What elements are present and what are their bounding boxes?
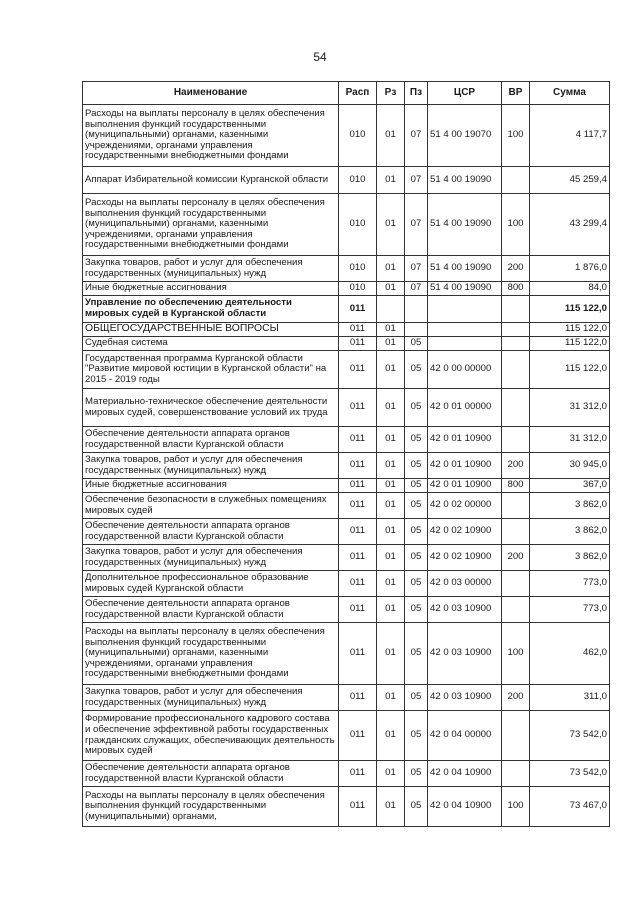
cell-sum: 115 122,0	[530, 323, 610, 337]
table-row	[83, 296, 610, 323]
cell-csr: 42 0 04 10900	[428, 761, 502, 787]
table-header-row	[83, 82, 610, 105]
cell-sum: 115 122,0	[530, 351, 610, 389]
cell-rz: 01	[377, 623, 405, 685]
cell-vr: 200	[502, 256, 530, 282]
cell-name: ОБЩЕГОСУДАРСТВЕННЫЕ ВОПРОСЫ	[83, 323, 339, 337]
cell-sum: 84,0	[530, 282, 610, 296]
cell-csr: 42 0 04 10900	[428, 787, 502, 827]
table-row	[83, 194, 610, 256]
cell-rz: 01	[377, 479, 405, 493]
cell-pz: 07	[405, 282, 428, 296]
header-rasp: Расп	[339, 82, 377, 105]
cell-vr: 800	[502, 282, 530, 296]
cell-pz: 05	[405, 545, 428, 571]
budget-table	[82, 81, 610, 827]
cell-vr: 200	[502, 545, 530, 571]
cell-name: Иные бюджетные ассигнования	[83, 282, 339, 296]
cell-csr: 42 0 01 00000	[428, 389, 502, 427]
cell-name: Государственная программа Курганской области "Развитие мировой юстиции в Курганской области" на 2015 - 2019 годы	[83, 351, 339, 389]
table-row	[83, 545, 610, 571]
cell-sum: 367,0	[530, 479, 610, 493]
cell-vr	[502, 571, 530, 597]
cell-csr: 51 4 00 19090	[428, 282, 502, 296]
cell-sum: 3 862,0	[530, 545, 610, 571]
cell-pz: 05	[405, 453, 428, 479]
header-rz: Рз	[377, 82, 405, 105]
cell-name: Материально-техническое обеспечение деятельности мировых судей, совершенствование условий их труда	[83, 389, 339, 427]
table-row	[83, 282, 610, 296]
cell-rasp: 011	[339, 351, 377, 389]
cell-name: Дополнительное профессиональное образование мировых судей Курганской области	[83, 571, 339, 597]
cell-pz: 07	[405, 194, 428, 256]
cell-sum: 31 312,0	[530, 389, 610, 427]
cell-rasp: 011	[339, 493, 377, 519]
cell-vr	[502, 167, 530, 194]
cell-vr	[502, 337, 530, 351]
cell-rasp: 011	[339, 787, 377, 827]
table-row	[83, 167, 610, 194]
cell-vr: 100	[502, 105, 530, 167]
cell-pz: 05	[405, 389, 428, 427]
cell-name: Расходы на выплаты персоналу в целях обеспечения выполнения функций государственными (муниципальными) органами,	[83, 787, 339, 827]
cell-csr: 42 0 03 10900	[428, 623, 502, 685]
cell-csr: 42 0 02 00000	[428, 493, 502, 519]
table-row	[83, 571, 610, 597]
cell-sum: 30 945,0	[530, 453, 610, 479]
cell-csr: 51 4 00 19090	[428, 194, 502, 256]
cell-name: Управление по обеспечению деятельности мировых судей в Курганской области	[83, 296, 339, 323]
cell-rz: 01	[377, 519, 405, 545]
header-csr: ЦСР	[428, 82, 502, 105]
cell-csr: 51 4 00 19070	[428, 105, 502, 167]
header-sum: Сумма	[530, 82, 610, 105]
cell-pz: 05	[405, 351, 428, 389]
cell-pz: 05	[405, 761, 428, 787]
cell-rz: 01	[377, 427, 405, 453]
cell-csr: 42 0 00 00000	[428, 351, 502, 389]
cell-name: Обеспечение деятельности аппарата органов государственной власти Курганской области	[83, 597, 339, 623]
cell-csr: 42 0 02 10900	[428, 519, 502, 545]
cell-name: Закупка товаров, работ и услуг для обеспечения государственных (муниципальных) нужд	[83, 545, 339, 571]
cell-sum: 73 467,0	[530, 787, 610, 827]
table-row	[83, 761, 610, 787]
cell-rz: 01	[377, 685, 405, 711]
cell-name: Аппарат Избирательной комиссии Курганской области	[83, 167, 339, 194]
cell-vr	[502, 761, 530, 787]
table-row	[83, 623, 610, 685]
cell-vr: 100	[502, 194, 530, 256]
cell-name: Закупка товаров, работ и услуг для обеспечения государственных (муниципальных) нужд	[83, 685, 339, 711]
cell-rz: 01	[377, 571, 405, 597]
cell-name: Обеспечение деятельности аппарата органов государственной власти Курганской области	[83, 761, 339, 787]
table-row	[83, 597, 610, 623]
cell-rasp: 011	[339, 597, 377, 623]
table-row	[83, 685, 610, 711]
cell-rasp: 010	[339, 105, 377, 167]
table-row	[83, 711, 610, 761]
cell-rz: 01	[377, 323, 405, 337]
cell-rasp: 011	[339, 519, 377, 545]
cell-rasp: 011	[339, 323, 377, 337]
cell-sum: 31 312,0	[530, 427, 610, 453]
cell-pz: 05	[405, 597, 428, 623]
cell-name: Судебная система	[83, 337, 339, 351]
cell-sum: 115 122,0	[530, 296, 610, 323]
cell-rz: 01	[377, 194, 405, 256]
header-vr: ВР	[502, 82, 530, 105]
cell-sum: 311,0	[530, 685, 610, 711]
cell-csr: 51 4 00 19090	[428, 256, 502, 282]
cell-sum: 773,0	[530, 597, 610, 623]
cell-rz: 01	[377, 105, 405, 167]
cell-rasp: 010	[339, 167, 377, 194]
cell-rz	[377, 296, 405, 323]
cell-vr: 200	[502, 453, 530, 479]
cell-pz: 05	[405, 479, 428, 493]
cell-vr	[502, 351, 530, 389]
cell-csr: 42 0 01 10900	[428, 479, 502, 493]
table-row	[83, 351, 610, 389]
cell-sum: 73 542,0	[530, 761, 610, 787]
cell-pz	[405, 323, 428, 337]
table-row	[83, 323, 610, 337]
cell-name: Формирование профессионального кадрового состава и обеспечение эффективной работы государственных гражданских служащих, обеспечивающих деятельность мировых судей	[83, 711, 339, 761]
cell-rz: 01	[377, 256, 405, 282]
cell-rz: 01	[377, 711, 405, 761]
cell-csr	[428, 323, 502, 337]
cell-vr	[502, 597, 530, 623]
cell-vr	[502, 389, 530, 427]
cell-rz: 01	[377, 493, 405, 519]
cell-rz: 01	[377, 787, 405, 827]
cell-rasp: 011	[339, 296, 377, 323]
cell-csr: 42 0 01 10900	[428, 453, 502, 479]
cell-pz	[405, 296, 428, 323]
cell-csr: 42 0 02 10900	[428, 545, 502, 571]
cell-rasp: 011	[339, 389, 377, 427]
cell-vr: 800	[502, 479, 530, 493]
cell-sum: 3 862,0	[530, 519, 610, 545]
table-row	[83, 787, 610, 827]
cell-csr	[428, 296, 502, 323]
cell-csr	[428, 337, 502, 351]
cell-sum: 3 862,0	[530, 493, 610, 519]
cell-vr	[502, 296, 530, 323]
cell-csr: 42 0 04 00000	[428, 711, 502, 761]
table-row	[83, 479, 610, 493]
cell-rasp: 010	[339, 282, 377, 296]
cell-rz: 01	[377, 545, 405, 571]
cell-vr	[502, 427, 530, 453]
cell-rasp: 011	[339, 571, 377, 597]
cell-name: Расходы на выплаты персоналу в целях обеспечения выполнения функций государственными (муниципальными) органами, казенными учреждениями, органами управления государственными внебюджетными фондами	[83, 194, 339, 256]
cell-csr: 51 4 00 19090	[428, 167, 502, 194]
table-row	[83, 427, 610, 453]
table-row	[83, 453, 610, 479]
cell-rasp: 011	[339, 711, 377, 761]
cell-rasp: 011	[339, 479, 377, 493]
cell-pz: 05	[405, 519, 428, 545]
cell-rasp: 011	[339, 545, 377, 571]
cell-rz: 01	[377, 761, 405, 787]
cell-pz: 05	[405, 493, 428, 519]
cell-name: Закупка товаров, работ и услуг для обеспечения государственных (муниципальных) нужд	[83, 256, 339, 282]
header-name: Наименование	[83, 82, 339, 105]
cell-sum: 462,0	[530, 623, 610, 685]
cell-pz: 07	[405, 105, 428, 167]
cell-pz: 05	[405, 685, 428, 711]
cell-rz: 01	[377, 167, 405, 194]
cell-rz: 01	[377, 597, 405, 623]
cell-pz: 05	[405, 427, 428, 453]
cell-pz: 05	[405, 623, 428, 685]
cell-sum: 773,0	[530, 571, 610, 597]
table-row	[83, 256, 610, 282]
cell-rasp: 011	[339, 685, 377, 711]
cell-pz: 07	[405, 256, 428, 282]
cell-vr: 100	[502, 787, 530, 827]
cell-sum: 43 299,4	[530, 194, 610, 256]
cell-csr: 42 0 03 10900	[428, 685, 502, 711]
cell-vr	[502, 519, 530, 545]
cell-rz: 01	[377, 337, 405, 351]
cell-rz: 01	[377, 389, 405, 427]
cell-name: Расходы на выплаты персоналу в целях обеспечения выполнения функций государственными (муниципальными) органами, казенными учреждениями, органами управления государственными внебюджетными фондами	[83, 105, 339, 167]
cell-pz: 05	[405, 337, 428, 351]
cell-pz: 05	[405, 571, 428, 597]
cell-vr	[502, 711, 530, 761]
table-row	[83, 493, 610, 519]
cell-sum: 45 259,4	[530, 167, 610, 194]
cell-name: Обеспечение деятельности аппарата органов государственной власти Курганской области	[83, 519, 339, 545]
cell-rz: 01	[377, 351, 405, 389]
header-pz: Пз	[405, 82, 428, 105]
table-row	[83, 389, 610, 427]
cell-vr: 100	[502, 623, 530, 685]
cell-sum: 73 542,0	[530, 711, 610, 761]
cell-csr: 42 0 03 10900	[428, 597, 502, 623]
cell-name: Иные бюджетные ассигнования	[83, 479, 339, 493]
cell-name: Закупка товаров, работ и услуг для обеспечения государственных (муниципальных) нужд	[83, 453, 339, 479]
cell-pz: 05	[405, 787, 428, 827]
cell-rasp: 011	[339, 761, 377, 787]
table-row	[83, 337, 610, 351]
cell-sum: 115 122,0	[530, 337, 610, 351]
cell-rasp: 010	[339, 256, 377, 282]
cell-name: Расходы на выплаты персоналу в целях обеспечения выполнения функций государственными (муниципальными) органами, казенными учреждениями, органами управления государственными внебюджетными фондами	[83, 623, 339, 685]
cell-pz: 07	[405, 167, 428, 194]
cell-csr: 42 0 01 10900	[428, 427, 502, 453]
cell-sum: 4 117,7	[530, 105, 610, 167]
cell-csr: 42 0 03 00000	[428, 571, 502, 597]
cell-pz: 05	[405, 711, 428, 761]
cell-vr	[502, 493, 530, 519]
cell-rasp: 010	[339, 194, 377, 256]
cell-rz: 01	[377, 453, 405, 479]
page-number: 54	[313, 50, 327, 64]
cell-rasp: 011	[339, 623, 377, 685]
table-body	[83, 105, 610, 827]
cell-sum: 1 876,0	[530, 256, 610, 282]
table-row	[83, 519, 610, 545]
cell-name: Обеспечение деятельности аппарата органов государственной власти Курганской области	[83, 427, 339, 453]
cell-rasp: 011	[339, 453, 377, 479]
table-row	[83, 105, 610, 167]
cell-rz: 01	[377, 282, 405, 296]
cell-name: Обеспечение безопасности в служебных помещениях мировых судей	[83, 493, 339, 519]
cell-rasp: 011	[339, 337, 377, 351]
cell-vr	[502, 323, 530, 337]
cell-rasp: 011	[339, 427, 377, 453]
cell-vr: 200	[502, 685, 530, 711]
